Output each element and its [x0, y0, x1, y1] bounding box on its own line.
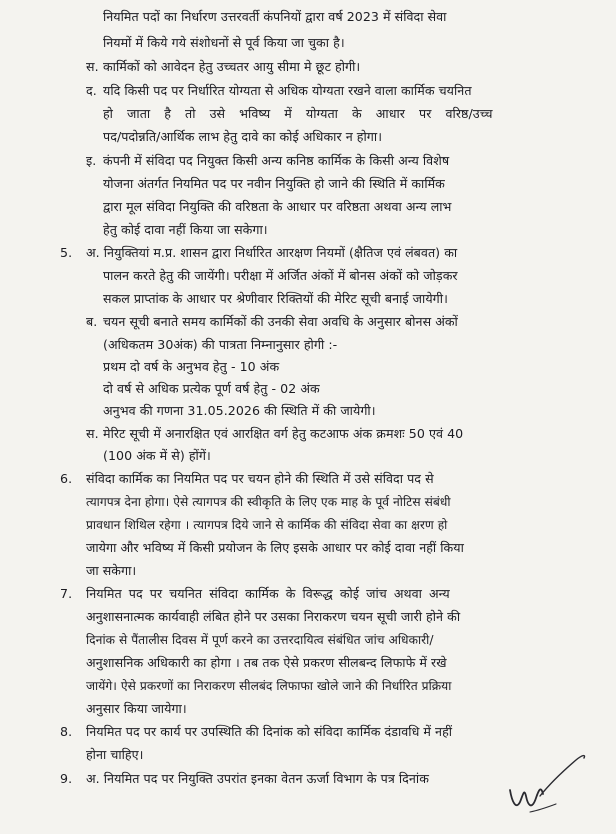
text-line: मेरिट सूची में अनारक्षित एवं आरक्षित वर्ग हेतु कटआफ अंक क्रमशः 50 एवं 40	[103, 426, 464, 441]
paragraph-number: 9.	[60, 771, 73, 786]
text-line: हेतु कोई दावा नहीं किया जा सकेगा।	[103, 222, 268, 237]
text-line: सकल प्राप्तांक के आधार पर श्रेणीवार रिक्तियों की मेरिट सूची बनाई जायेगी।	[103, 291, 448, 306]
text-line: योजना अंतर्गत नियमित पद पर नवीन नियुक्ति हो जाने की स्थिति में कार्मिक	[103, 176, 445, 191]
text-line: यदि किसी पद पर निर्धारित योग्यता से अधिक योग्यता रखने वाला कार्मिक चयनित	[103, 83, 472, 98]
text-line: नियमित पद पर चयनित संविदा कार्मिक के विरूद्ध कोई जांच अथवा अन्य	[86, 586, 450, 601]
text-line: प्रथम दो वर्ष के अनुभव हेतु - 10 अंक	[103, 359, 280, 374]
text-line: जायेंगे। ऐसे प्रकरणों का निराकरण सीलबंद लिफाफा खोले जाने की निर्धारित प्रक्रिया	[86, 679, 452, 693]
text-line: जा सकेगा।	[86, 563, 137, 578]
item-marker: स.	[86, 426, 99, 441]
text-line: कंपनी में संविदा पद नियुक्त किसी अन्य कनिष्ठ कार्मिक के किसी अन्य विशेष	[103, 153, 450, 168]
item-marker: स.	[86, 59, 99, 74]
text-line: अनुसार किया जायेगा।	[86, 701, 187, 716]
text-line: संविदा कार्मिक का नियमित पद पर चयन होने की स्थिति में उसे संविदा पद से	[86, 471, 434, 486]
text-line: प्रावधान शिथिल रहेगा । त्यागपत्र दिये जाने से कार्मिक की संविदा सेवा का क्षरण हो	[86, 518, 448, 532]
text-line: अ. नियमित पद पर नियुक्ति उपरांत इनका वेतन ऊर्जा विभाग के पत्र दिनांक	[86, 771, 429, 786]
text-line: जायेगा और भविष्य में किसी प्रयोजन के लिए इसके आधार पर कोई दावा नहीं किया	[86, 540, 464, 555]
item-marker: द.	[86, 83, 97, 98]
text-line: नियमित पदों का निर्धारण उत्तरवर्ती कंपनियों द्वारा वर्ष 2023 में संविदा सेवा	[103, 9, 447, 24]
handwritten-signature	[500, 752, 605, 822]
text-line: अनुशासनात्मक कार्यवाही लंबित होने पर उसका निराकरण चयन सूची जारी होने की	[86, 609, 461, 624]
text-line: पद/पदोन्नति/आर्थिक लाभ हेतु दावे का कोई अधिकार न होगा।	[103, 129, 383, 144]
text-line: दो वर्ष से अधिक प्रत्येक पूर्ण वर्ष हेतु - 02 अंक	[103, 381, 320, 396]
text-line: (अधिकतम 30अंक) की पात्रता निम्नानुसार होगी :-	[103, 337, 338, 352]
text-line: चयन सूची बनाते समय कार्मिकों की उनकी सेवा अवधि के अनुसार बोनस अंकों	[103, 314, 458, 329]
text-line: पालन करते हेतु की जायेंगी। परीक्षा में अर्जित अंकों में बोनस अंकों को जोड़कर	[103, 268, 458, 283]
text-line: अनुभव की गणना 31.05.2026 की स्थिति में की जायेगी।	[103, 403, 376, 418]
text-line: होना चाहिए।	[86, 747, 144, 762]
paragraph-number: 6.	[60, 471, 73, 486]
item-marker: ब.	[86, 314, 98, 329]
text-line: नियमित पद पर कार्य पर उपस्थिति की दिनांक को संविदा कार्मिक दंडावधि में नहीं	[86, 724, 453, 739]
text-line: हो जाता है तो उसे भविष्य में योग्यता के आधार पर वरिष्ठ/उच्च	[103, 106, 493, 121]
paragraph-number: 5.	[60, 245, 73, 260]
text-line: द्वारा मूल संविदा नियुक्ति की वरिष्ठता के आधार पर वरिष्ठता अथवा अन्य लाभ	[103, 199, 452, 214]
item-marker: इ.	[86, 153, 97, 168]
paragraph-number: 8.	[60, 724, 73, 739]
paragraph-number: 7.	[60, 586, 73, 601]
text-line: अनुशासनिक अधिकारी का होगा । तब तक ऐसे प्रकरण सीलबन्द लिफाफे में रखे	[86, 655, 447, 670]
text-line: त्यागपत्र देना होगा। ऐसे त्यागपत्र की स्वीकृति के लिए एक माह के पूर्व नोटिस संबंधी	[86, 495, 451, 509]
text-line: कार्मिकों को आवेदन हेतु उच्चतर आयु सीमा मे छूट होगी।	[103, 59, 361, 74]
text-line: दिनांक से पैंतालीस दिवस में पूर्ण करने का उत्तरदायित्व संबंधित जांच अधिकारी/	[86, 633, 434, 647]
text-line: (100 अंक में से) होंगें।	[103, 448, 211, 463]
text-line: अ. नियुक्तियां म.प्र. शासन द्वारा निर्धारित आरक्षण नियमों (क्षैतिज एवं लंबवत) का	[86, 245, 458, 260]
text-line: नियमों में किये गये संशोधनों से पूर्व किया जा चुका है।	[103, 35, 345, 50]
